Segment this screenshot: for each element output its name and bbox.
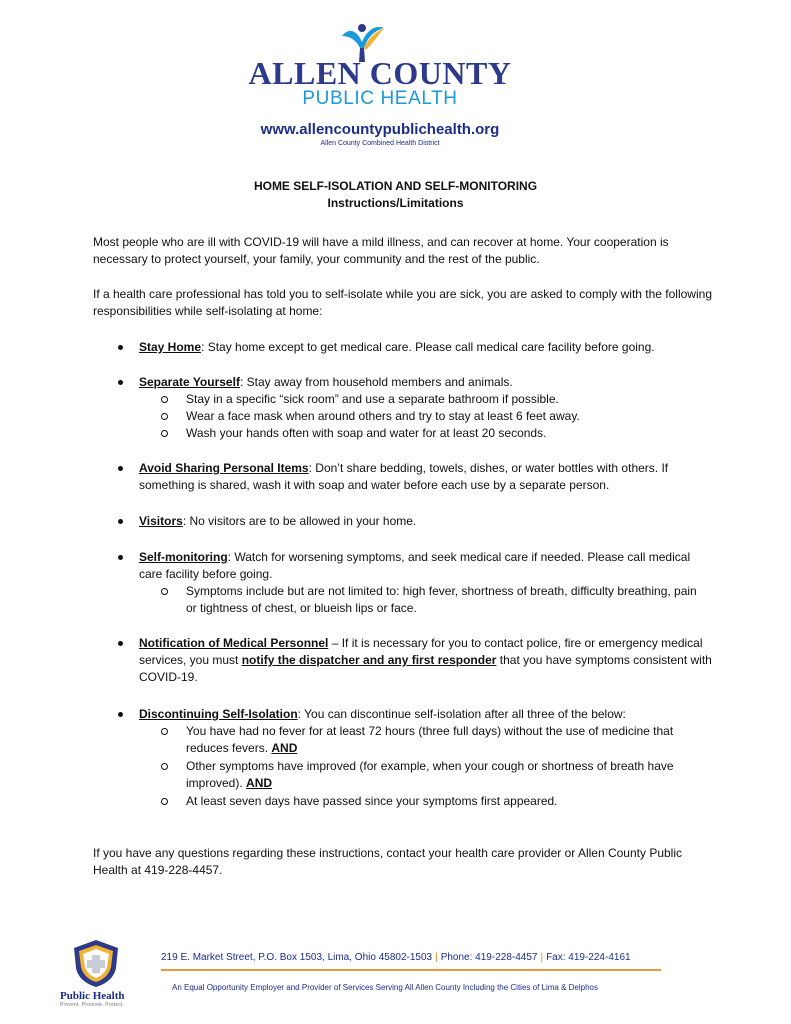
footer-fax: Fax: 419-224-4161 [546,952,631,963]
bullet-icon [118,641,123,646]
item-text: : You can discontinue self-isolation after all three of the below: [297,707,626,721]
bullet-icon [118,380,123,385]
sub-bullet-icon [161,396,168,403]
public-health-shield-icon [70,938,122,988]
footer-address: 219 E. Market Street, P.O. Box 1503, Lima, Ohio 45802-1503 [161,952,433,963]
bullet-icon [118,712,123,717]
item-label: Avoid Sharing Personal Items [139,461,309,475]
bullet-icon [118,555,123,560]
website-link[interactable]: www.allencountypublichealth.org [260,121,500,138]
and-emphasis: AND [271,741,298,755]
item-label: Discontinuing Self-Isolation [139,707,298,721]
district-name: Allen County Combined Health District [320,140,440,147]
item-text: : Stay away from household members and animals. [239,375,513,389]
sub-bullet-icon [161,763,168,770]
footer-eoe-statement: An Equal Opportunity Employer and Provider of Services Serving All Allen County Including the Cities of Lima & Delphos [172,983,598,992]
intro-paragraph-1: Most people who are ill with COVID-19 will have a mild illness, and can recover at home. Your cooperation is necessary to protect yourself, your family, your community and the rest of the public. [93,235,669,266]
document-title: HOME SELF-ISOLATION AND SELF-MONITORING [253,179,538,193]
footer-divider [161,969,661,971]
item-label: Separate Yourself [139,375,240,389]
bullet-icon [118,519,123,524]
item-text: : Don’t share bedding, towels, dishes, or water bottles with others. If something is shared, wash it with soap and water before each use by a separate person. [139,461,669,492]
sub-bullet-icon [161,413,168,420]
footer-phone: Phone: 419-228-4457 [440,952,538,963]
sub-bullet-icon [161,798,168,805]
footer-contact: 219 E. Market Street, P.O. Box 1503, Lima, Ohio 45802-1503 | Phone: 419-228-4457 | Fax: 419-224-4161 [161,952,631,963]
bullet-icon [118,466,123,471]
item-text: : Stay home except to get medical care. Please call medical care facility before going. [201,340,655,354]
sub-bullet-icon [161,728,168,735]
item-text: : No visitors are to be allowed in your home. [182,514,417,528]
item-text: – If it is necessary for you to contact police, fire or emergency medical services, you must [139,636,703,667]
sub-bullet-icon [161,430,168,437]
item-emphasis: notify the dispatcher and any first responder [241,653,497,667]
bullet-icon [118,345,123,350]
document-page: ALLEN COUNTY PUBLIC HEALTH www.allencountypublichealth.org Allen County Combined Health District HOME SELF-ISOLATION AND SELF-MONITORING Instructions/Limitations Most people who are ill with COVID-19 will have a mild illness, and can recover at home. Your cooperation is necessary to protect yourself, your family, your community and the rest of the public. If a health care professional has told you to self-isolate while you are sick, you are asked to comply with the following responsibilities while self-isolating at home: Stay Home: Stay home except to get medical care. Please call medical care facility before going. Separate Yourself: Stay away from household members and animals. Stay in a specific “sick room” and use a separate bathroom if possible. Wear a face mask when around others and try to stay at least 6 feet away. Wash your hands often with soap and water for at least 20 seconds. Avoid Sharing Personal Items: Don’t share bedding, towels, dishes, or water bottles with others. If something is shared, wash it with soap and water before each use by a separate person. Visitors: No visitors are to be allowed in your home. Self-monitoring: Watch for worsening symptoms, and seek medical care if needed. Please call medical care facility before going. Symptoms include but are not limited to: high fever, shortness of breath, difficulty breathing, pain or tightness of chest, or blueish lips or face. Notification of Medical Personnel – If it is necessary for you to contact police, fire or emergency medical services, you must notify the dispatcher and any first responder that you have symptoms consistent with COVID-19. Discontinuing Self-Isolation: You can discontinue self-isolation after all three of the below: You have had no fever for at least 72 hours (three full days) without the use of medicine that reduces fevers. AND Other symptoms have improved (for example, when your cough or shortness of breath have improved). AND At least seven days have passed since your symptoms first appeared. If you have any questions regarding these instructions, contact your health care provider or Allen County Public Health at 419-228-4457. Public Health Prevent. Promote. Protect. 219 E. Market Street, P.O. Box 1503, Lima, Ohio 45802-1503 | Phone: 419-228-4457 | Fax: 419-224-4161 An Equal Opportunity Employer and Provider of Services Serving All Allen County Including the Cities of Lima & Delphos [0,0,791,1024]
closing-paragraph: If you have any questions regarding these instructions, contact your health care provider or Allen County Public Health at 419-228-4457. [93,846,683,877]
sub-bullet-icon [161,588,168,595]
document-subtitle: Instructions/Limitations [327,196,464,210]
item-text: : Watch for worsening symptoms, and seek medical care if needed. Please call medical care facility before going. [139,550,691,581]
item-label: Notification of Medical Personnel [139,636,329,650]
footer-logo-label: Public Health [60,990,125,1002]
and-emphasis: AND [246,776,273,790]
item-label: Stay Home [139,340,202,354]
item-text: that you have symptoms consistent with COVID-19. [139,653,712,684]
intro-paragraph-2: If a health care professional has told you to self-isolate while you are sick, you are asked to comply with the following responsibilities while self-isolating at home: [93,287,712,318]
item-label: Visitors [139,514,183,528]
footer-logo-tagline: Prevent. Promote. Protect. [60,1002,125,1008]
item-label: Self-monitoring [139,550,228,564]
org-subtitle: PUBLIC HEALTH [302,88,458,109]
org-name: ALLEN COUNTY [248,55,512,91]
